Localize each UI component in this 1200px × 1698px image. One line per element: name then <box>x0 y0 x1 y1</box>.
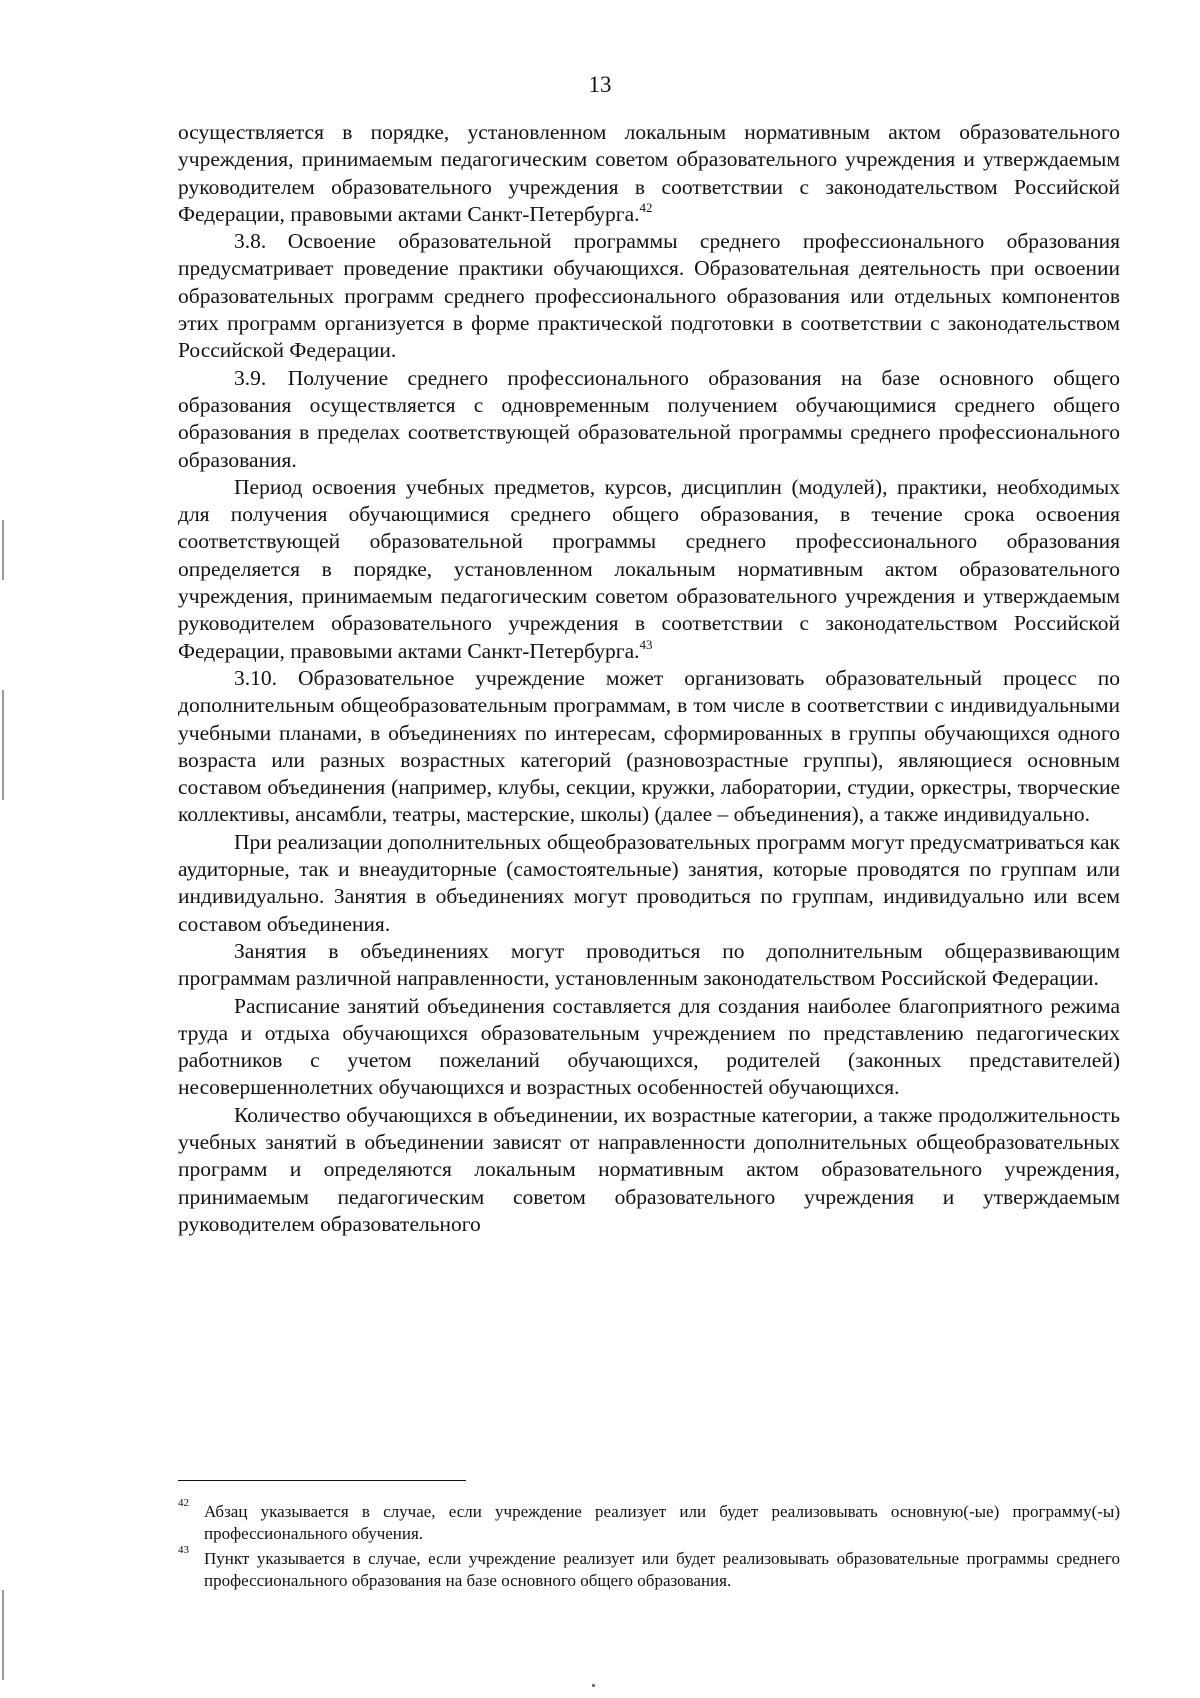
page-number: 13 <box>588 72 612 97</box>
scan-artifact <box>2 1590 4 1680</box>
paragraph <box>178 474 1120 665</box>
paragraph-3-10 <box>178 665 1120 829</box>
scan-artifact <box>2 520 4 580</box>
paragraph <box>178 993 1120 1102</box>
paragraph-text: Расписание занятий объединения составляется для создания наиболее благоприятного режима труда и отдыха обучающихся образовательным учреждением по представлению педагогических работников с учетом пожеланий обучающихся, родителей (законных представителей) несовершеннолетних обучающихся и возрастных особенностей обучающихся. <box>178 993 1120 1100</box>
footnote-text: Пункт указывается в случае, если учреждение реализует или будет реализовывать образовательные программы среднего профессионального образования на базе основного общего образования. <box>204 1549 1120 1590</box>
scan-artifact <box>2 690 4 800</box>
footnote-mark: 43 <box>178 1544 189 1556</box>
paragraph <box>178 119 1120 228</box>
footnotes <box>178 1497 1120 1595</box>
paragraph-text: 3.9. Получение среднего профессионального образования на базе основного общего образования осуществляется с одновременным получением обучающимися среднего общего образования в пределах соответствующей образовательной программы среднего профессионального образования. <box>178 365 1120 472</box>
footnote-42 <box>178 1497 1120 1545</box>
footnote-ref-43: 43 <box>639 636 653 652</box>
footnote-separator <box>178 1480 466 1481</box>
paragraph-text: 3.8. Освоение образовательной программы среднего профессионального образования предусматривает проведение практики обучающихся. Образовательная деятельность при освоении образовательных программ среднего профессионального образования или отдельных компонентов этих программ организуется в форме практической подготовки в соответствии с законодательством Российской Федерации. <box>178 229 1120 363</box>
footnote-43 <box>178 1544 1120 1592</box>
paragraph-text: Занятия в объединениях могут проводиться по дополнительным общеразвивающим программам различной направленности, установленным законодательством Российской Федерации. <box>178 938 1120 991</box>
paragraph <box>178 1102 1120 1238</box>
footnote-mark: 42 <box>178 1497 189 1509</box>
paragraph-text: 3.10. Образовательное учреждение может организовать образовательный процесс по дополнительным общеобразовательным программам, в том числе в соответствии с индивидуальными учебными планами, в объединениях по интересам, сформированных в группы обучающихся одного возраста или разных возрастных категорий (разновозрастные группы), являющиеся основным составом объединения (например, клубы, секции, кружки, лаборатории, студии, оркестры, творческие коллективы, ансамбли, театры, мастерские, школы) (далее – объединения), а также индивидуально. <box>178 665 1120 827</box>
footnote-ref-42: 42 <box>639 199 653 215</box>
paragraph-text: Количество обучающихся в объединении, их возрастные категории, а также продолжительность учебных занятий в объединении зависят от направленности дополнительных общеобразовательных программ и определяются локальным нормативным актом образовательного учреждения, принимаемым педагогическим советом образовательного учреждения и утверждаемым руководителем образовательного <box>178 1102 1120 1236</box>
paragraph-text: Период освоения учебных предметов, курсов, дисциплин (модулей), практики, необходимых для получения обучающимися среднего общего образования, в течение срока освоения соответствующей образовательной программы среднего профессионального образования определяется в порядке, установленном локальным нормативным актом образовательного учреждения, принимаемым педагогическим советом образовательного учреждения и утверждаемым руководителем образовательного учреждения в соответствии с законодательством Российской Федерации, правовыми актами Санкт-Петербурга. <box>178 474 1120 663</box>
document-body <box>178 119 1120 1238</box>
paragraph <box>178 938 1120 993</box>
paragraph-3-9 <box>178 365 1120 474</box>
paragraph-3-8 <box>178 228 1120 364</box>
footnote-text: Абзац указывается в случае, если учреждение реализует или будет реализовывать основную(-ые) программу(-ы) профессионального обучения. <box>204 1502 1120 1543</box>
paragraph-text: При реализации дополнительных общеобразовательных программ могут предусматриваться как аудиторные, так и внеаудиторные (самостоятельные) занятия, которые проводятся по группам или индивидуально. Занятия в объединениях могут проводиться по группам, индивидуально или всем составом объединения. <box>178 829 1120 936</box>
paragraph-text: осуществляется в порядке, установленном локальным нормативным актом образовательного учреждения, принимаемым педагогическим советом образовательного учреждения и утверждаемым руководителем образовательного учреждения в соответствии с законодательством Российской Федерации, правовыми актами Санкт-Петербурга. <box>178 120 1120 226</box>
scan-artifact <box>592 1684 595 1687</box>
paragraph <box>178 829 1120 938</box>
